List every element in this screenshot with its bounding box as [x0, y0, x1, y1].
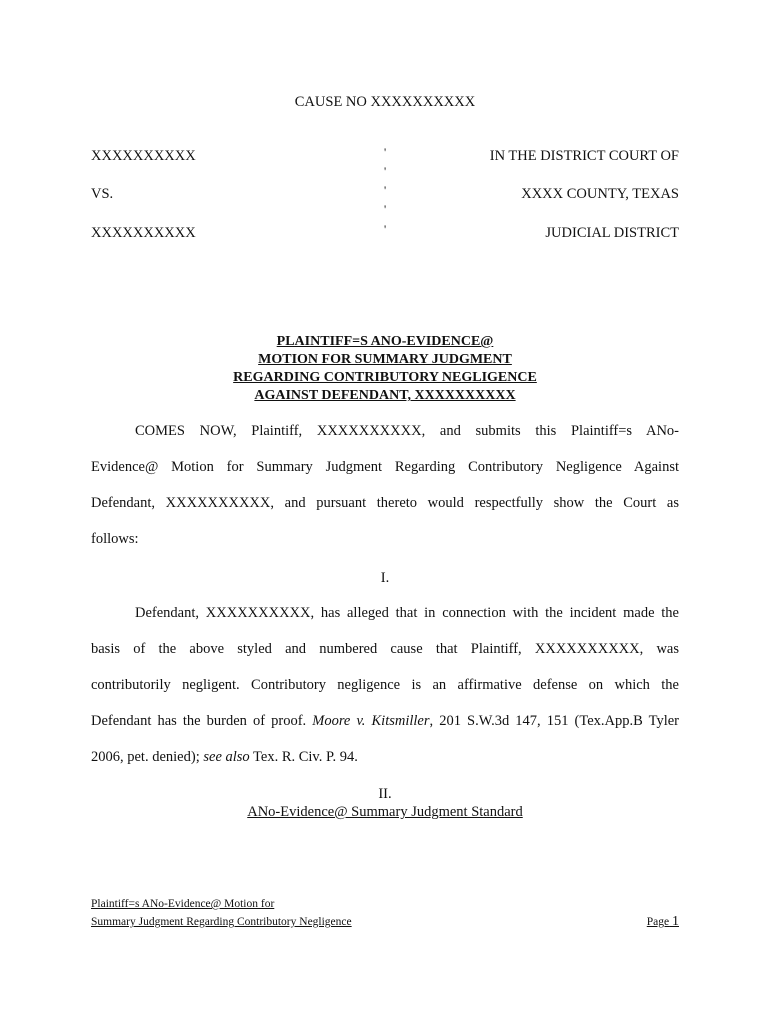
- section-1-line-5: [91, 739, 679, 775]
- line-4-text: Defendant has the burden of proof.: [91, 713, 313, 729]
- section-1-line-4: [91, 703, 679, 739]
- intro-line-2: Evidence@ Motion for Summary Judgment Regarding Contributory Negligence Against: [91, 459, 679, 475]
- page-label: Page: [646, 916, 670, 928]
- caption-separator: ': [384, 164, 387, 178]
- footer-title-line-2: Summary Judgment Regarding Contributory Negligence: [91, 916, 352, 928]
- intro-line-4: follows:: [91, 531, 139, 547]
- line-5-citation: Tex. R. Civ. P. 94.: [249, 749, 358, 765]
- caption-separator: ': [384, 183, 387, 197]
- title-line-2: MOTION FOR SUMMARY JUDGMENT: [258, 352, 512, 367]
- title-line-3: REGARDING CONTRIBUTORY NEGLIGENCE: [233, 370, 537, 385]
- caption-vs: VS.: [91, 186, 114, 202]
- line-4-citation: , 201 S.W.3d 147, 151 (Tex.App.B Tyler: [429, 713, 679, 729]
- title-line-1: PLAINTIFF=S ANO-EVIDENCE@: [276, 334, 494, 349]
- caption-court: IN THE DISTRICT COURT OF: [489, 148, 679, 164]
- motion-title: [0, 333, 770, 405]
- caption-county: XXXX COUNTY, TEXAS: [521, 186, 679, 202]
- footer-title-line-1: Plaintiff=s ANo-Evidence@ Motion for: [91, 898, 275, 910]
- citation-signal: see also: [203, 749, 250, 765]
- section-2-heading: ANo-Evidence@ Summary Judgment Standard: [247, 804, 523, 820]
- intro-paragraph: [91, 413, 679, 557]
- caption-separator: ': [384, 145, 387, 159]
- caption-district: JUDICIAL DISTRICT: [545, 225, 679, 241]
- section-1-line-2: basis of the above styled and numbered cause that Plaintiff, XXXXXXXXXX, was: [91, 641, 679, 657]
- section-2-numeral: II.: [378, 786, 392, 802]
- section-1-numeral: I.: [380, 570, 390, 586]
- caption-separator: ': [384, 202, 387, 216]
- page-number-value: 1: [672, 914, 679, 929]
- page-number: [647, 914, 679, 930]
- title-line-4: AGAINST DEFENDANT, XXXXXXXXXX: [254, 388, 516, 403]
- case-citation-name: Moore v. Kitsmiller: [312, 713, 430, 729]
- cause-number: CAUSE NO XXXXXXXXXX: [294, 94, 476, 110]
- section-1-paragraph: [91, 595, 679, 775]
- section-1-line-1: Defendant, XXXXXXXXXX, has alleged that in connection with the incident made the: [135, 605, 679, 621]
- intro-line-3: Defendant, XXXXXXXXXX, and pursuant thereto would respectfully show the Court as: [91, 495, 679, 511]
- caption-plaintiff: XXXXXXXXXX: [91, 148, 196, 164]
- line-5-text: 2006, pet. denied);: [91, 749, 204, 765]
- intro-line-1: COMES NOW, Plaintiff, XXXXXXXXXX, and submits this Plaintiff=s ANo-: [135, 423, 679, 439]
- caption-separator: ': [384, 222, 387, 236]
- caption-defendant: XXXXXXXXXX: [91, 225, 196, 241]
- section-1-line-3: contributorily negligent. Contributory negligence is an affirmative defense on which the: [91, 677, 679, 693]
